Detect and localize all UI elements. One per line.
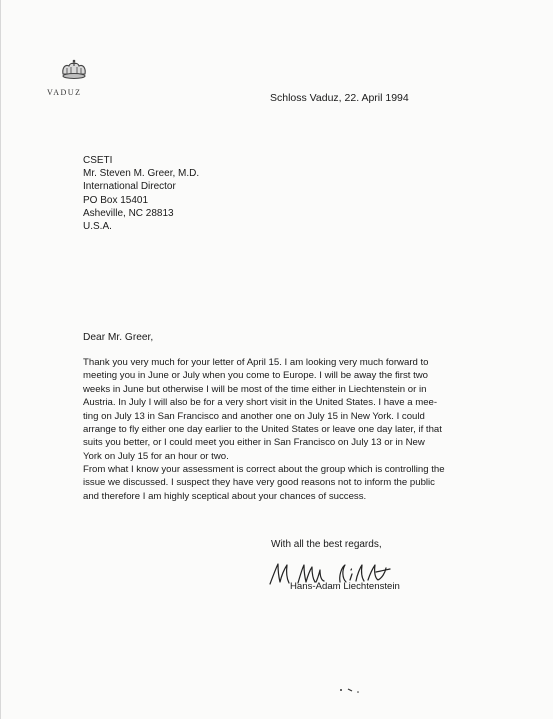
text-line: Thank you very much for your letter of April 15. I am looking very much forward to — [83, 357, 429, 368]
paragraph-2 — [83, 463, 503, 503]
text-line: meeting you in June or July when you come to Europe. I will be away the first two — [83, 370, 429, 382]
text-line: weeks in June but otherwise I will be most of the time either in Liechtenstein or in — [83, 383, 427, 395]
recipient-line: International Director — [83, 181, 176, 193]
text-line: ting on July 13 in San Francisco and another one on July 15 in New York. I could — [83, 410, 425, 422]
recipient-line: Mr. Steven M. Greer, M.D. — [83, 168, 200, 180]
text-line: issue we discussed. I suspect they have very good reasons not to inform the public — [83, 477, 435, 489]
signer-name: Hans-Adam Liechtenstein — [290, 581, 400, 592]
letterhead-place: VADUZ — [47, 88, 82, 97]
paragraph-1 — [83, 356, 503, 463]
text-line: Austria. In July I will also be for a very short visit in the United States. I have a mee- — [83, 397, 438, 409]
salutation: Dear Mr. Greer, — [83, 332, 154, 343]
text-line: and therefore I am highly sceptical about your chances of success. — [83, 490, 367, 502]
recipient-line: CSETI — [83, 155, 113, 166]
dateline: Schloss Vaduz, 22. April 1994 — [270, 92, 409, 104]
closing: With all the best regards, — [271, 539, 382, 550]
recipient-address — [83, 154, 199, 233]
text-line: From what I know your assessment is correct about the group which is controlling the — [83, 464, 445, 475]
text-line: arrange to fly either one day earlier to the United States or leave one day later, if that — [83, 424, 442, 436]
crown-icon — [59, 58, 89, 82]
text-line: suits you better, or I could meet you either in San Francisco on July 13 or in New — [83, 437, 425, 449]
recipient-line: Asheville, NC 28813 — [83, 207, 174, 219]
stray-ink-marks — [337, 684, 367, 696]
text-line: York on July 15 for an hour or two. — [83, 450, 229, 462]
recipient-line: PO Box 15401 — [83, 194, 149, 206]
recipient-line: U.S.A. — [83, 221, 112, 233]
